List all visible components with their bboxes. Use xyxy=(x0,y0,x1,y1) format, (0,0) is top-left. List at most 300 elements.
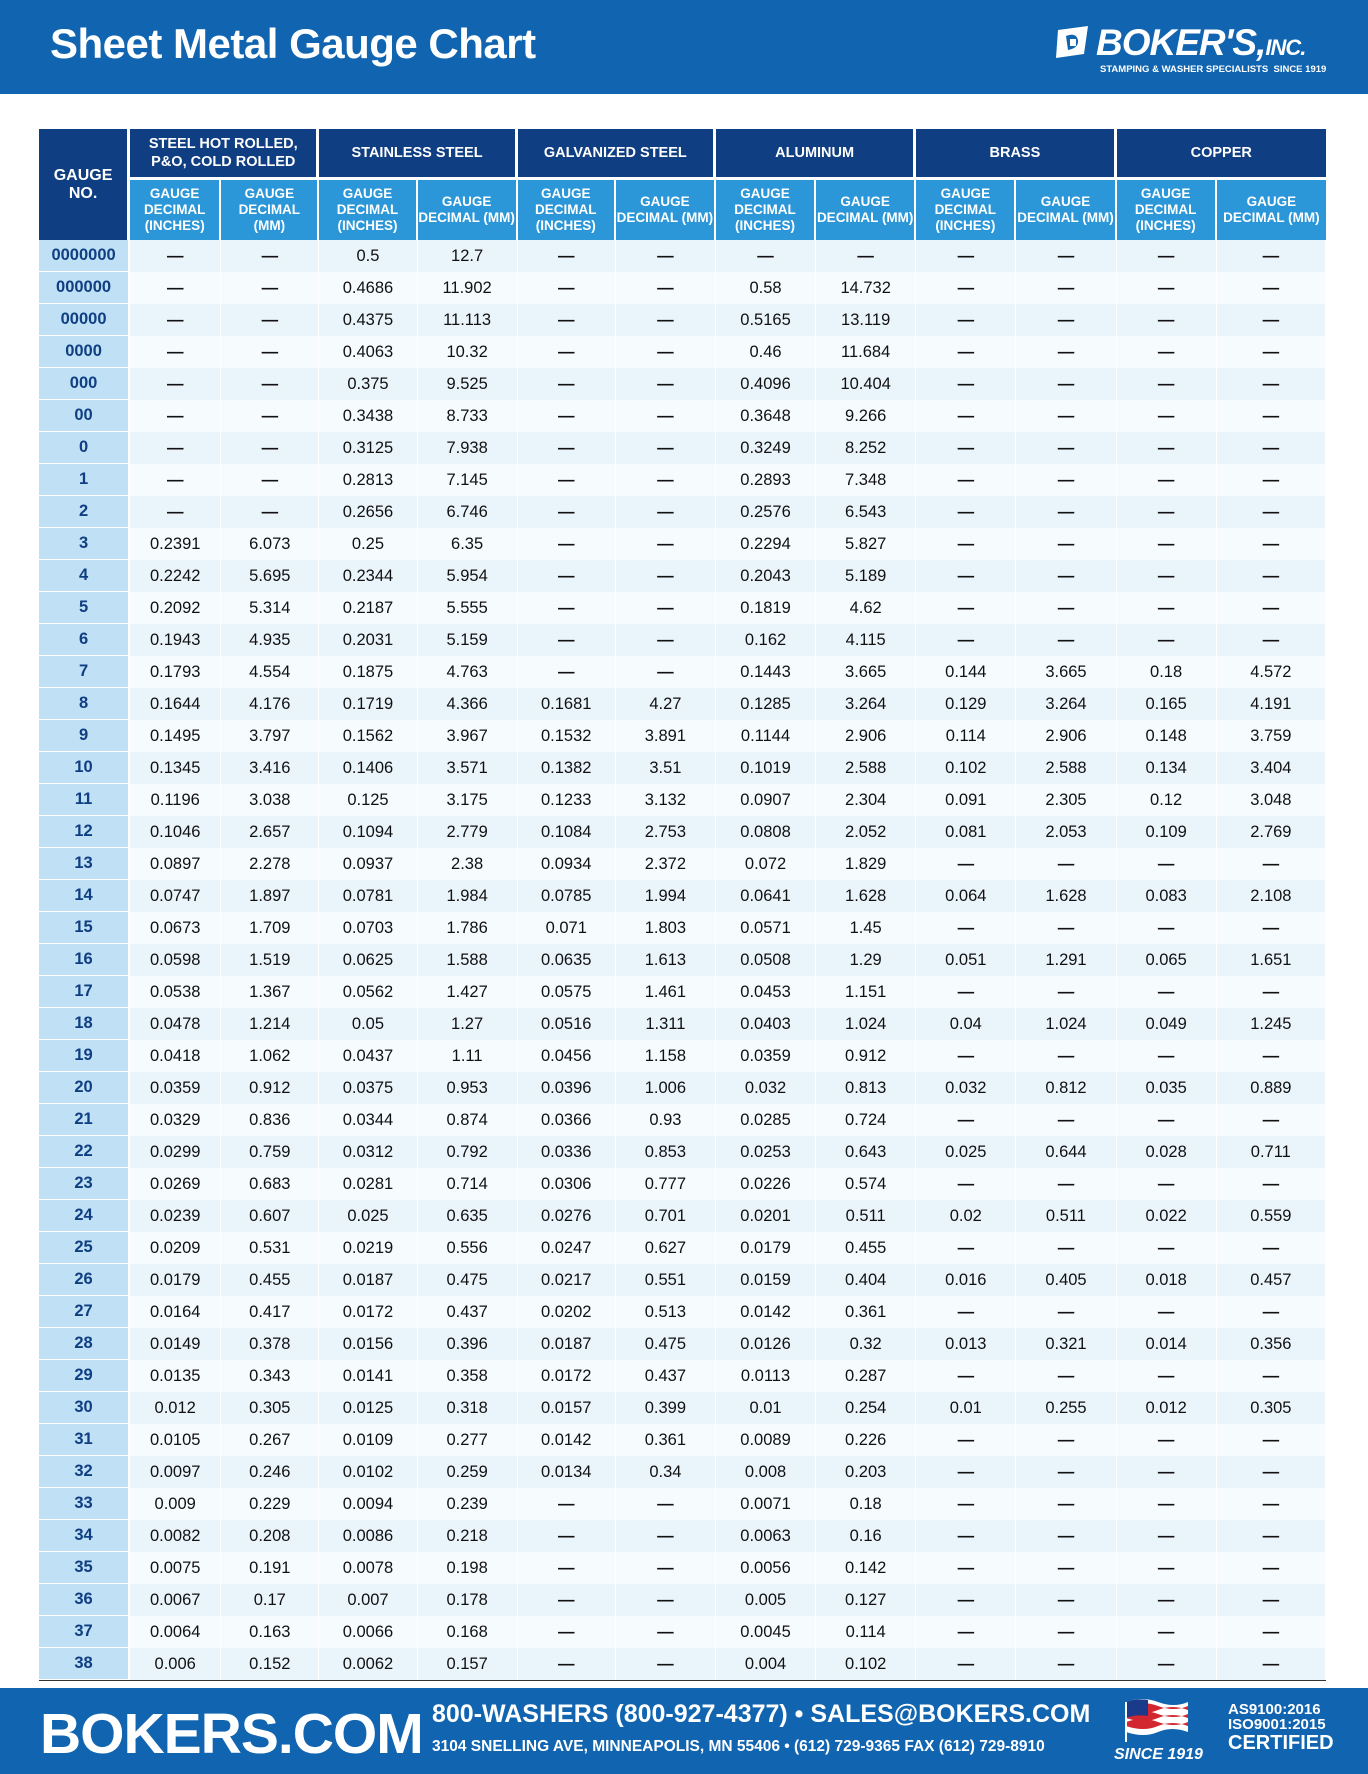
gauge-mm-cell: 4.191 xyxy=(1217,688,1326,720)
gauge-inches-cell: 0.025 xyxy=(916,1136,1016,1168)
gauge-mm-cell: — xyxy=(1016,1232,1116,1264)
gauge-inches-cell: 0.1196 xyxy=(130,784,221,816)
gauge-mm-cell: 1.461 xyxy=(616,976,716,1008)
gauge-inches-cell: 0.148 xyxy=(1117,720,1217,752)
table-row xyxy=(39,1264,1326,1296)
table-row xyxy=(39,240,1326,272)
gauge-inches-cell: — xyxy=(916,1552,1016,1584)
gauge-inches-cell: 0.0134 xyxy=(518,1456,616,1488)
gauge-inches-cell: — xyxy=(1117,336,1217,368)
gauge-mm-cell: 7.938 xyxy=(418,432,518,464)
gauge-inches-cell: 0.0082 xyxy=(130,1520,221,1552)
gauge-mm-cell: 3.404 xyxy=(1217,752,1326,784)
gauge-inches-cell: — xyxy=(1117,400,1217,432)
gauge-inches-cell: 0.071 xyxy=(518,912,616,944)
gauge-number-cell: 29 xyxy=(39,1360,130,1392)
gauge-mm-cell: — xyxy=(221,304,319,336)
gauge-inches-cell: 0.2656 xyxy=(319,496,417,528)
logo-name: BOKER'S, xyxy=(1096,22,1266,63)
gauge-number-cell: 18 xyxy=(39,1008,130,1040)
gauge-number-cell: 28 xyxy=(39,1328,130,1360)
gauge-inches-cell: 0.0538 xyxy=(130,976,221,1008)
gauge-inches-cell: — xyxy=(130,368,221,400)
gauge-mm-cell: — xyxy=(1217,1584,1326,1616)
gauge-mm-cell: — xyxy=(1217,624,1326,656)
gauge-inches-cell: 0.0937 xyxy=(319,848,417,880)
gauge-inches-cell: — xyxy=(916,848,1016,880)
gauge-inches-cell: — xyxy=(916,1168,1016,1200)
gauge-inches-cell: — xyxy=(1117,1648,1217,1680)
gauge-inches-cell: 0.4096 xyxy=(716,368,816,400)
gauge-mm-cell: 9.525 xyxy=(418,368,518,400)
gauge-inches-cell: 0.007 xyxy=(319,1584,417,1616)
gauge-inches-cell: 0.1144 xyxy=(716,720,816,752)
gauge-mm-cell: 0.259 xyxy=(418,1456,518,1488)
gauge-inches-cell: — xyxy=(1117,1424,1217,1456)
gauge-mm-cell: — xyxy=(616,624,716,656)
table-row xyxy=(39,592,1326,624)
gauge-mm-cell: — xyxy=(616,592,716,624)
table-row xyxy=(39,336,1326,368)
gauge-mm-cell: 4.115 xyxy=(816,624,916,656)
gauge-inches-cell: 0.0105 xyxy=(130,1424,221,1456)
gauge-inches-cell: — xyxy=(130,240,221,272)
gauge-number-cell: 9 xyxy=(39,720,130,752)
gauge-inches-cell: 0.0135 xyxy=(130,1360,221,1392)
table-row xyxy=(39,1424,1326,1456)
gauge-inches-cell: 0.0102 xyxy=(319,1456,417,1488)
gauge-mm-cell: 2.769 xyxy=(1217,816,1326,848)
unit-header-inches: GAUGE DECIMAL (INCHES) xyxy=(916,177,1016,240)
gauge-mm-cell: 0.475 xyxy=(616,1328,716,1360)
table-row xyxy=(39,1616,1326,1648)
gauge-inches-cell: 0.4375 xyxy=(319,304,417,336)
gauge-number-cell: 16 xyxy=(39,944,130,976)
table-row xyxy=(39,400,1326,432)
gauge-mm-cell: 6.073 xyxy=(221,528,319,560)
gauge-inches-cell: 0.0179 xyxy=(716,1232,816,1264)
gauge-mm-cell: 2.108 xyxy=(1217,880,1326,912)
gauge-mm-cell: 0.93 xyxy=(616,1104,716,1136)
gauge-mm-cell: — xyxy=(1016,560,1116,592)
gauge-inches-cell: 0.0219 xyxy=(319,1232,417,1264)
gauge-inches-cell: 0.2893 xyxy=(716,464,816,496)
gauge-inches-cell: 0.0456 xyxy=(518,1040,616,1072)
gauge-inches-cell: — xyxy=(518,240,616,272)
gauge-inches-cell: 0.102 xyxy=(916,752,1016,784)
gauge-inches-cell: — xyxy=(1117,848,1217,880)
gauge-number-cell: 25 xyxy=(39,1232,130,1264)
unit-header-mm: GAUGE DECIMAL (MM) xyxy=(1217,177,1326,240)
gauge-inches-cell: 0.0516 xyxy=(518,1008,616,1040)
gauge-inches-cell: — xyxy=(518,592,616,624)
unit-header-inches: GAUGE DECIMAL (INCHES) xyxy=(716,177,816,240)
gauge-inches-cell: 0.0781 xyxy=(319,880,417,912)
gauge-mm-cell: — xyxy=(1016,976,1116,1008)
gauge-inches-cell: 0.0673 xyxy=(130,912,221,944)
gauge-inches-cell: — xyxy=(1117,1104,1217,1136)
gauge-mm-cell: — xyxy=(1217,1456,1326,1488)
table-row xyxy=(39,976,1326,1008)
gauge-inches-cell: 0.05 xyxy=(319,1008,417,1040)
table-row xyxy=(39,1328,1326,1360)
gauge-mm-cell: 6.35 xyxy=(418,528,518,560)
gauge-mm-cell: 14.732 xyxy=(816,272,916,304)
gauge-mm-cell: — xyxy=(1016,432,1116,464)
gauge-inches-cell: 0.0187 xyxy=(518,1328,616,1360)
gauge-mm-cell: 0.607 xyxy=(221,1200,319,1232)
gauge-mm-cell: 3.048 xyxy=(1217,784,1326,816)
logo-inc: INC. xyxy=(1265,35,1306,60)
gauge-mm-cell: 0.627 xyxy=(616,1232,716,1264)
table-row xyxy=(39,1072,1326,1104)
table-bottom-rule xyxy=(39,1680,1326,1681)
gauge-inches-cell: 0.0075 xyxy=(130,1552,221,1584)
gauge-inches-cell: — xyxy=(916,1232,1016,1264)
gauge-mm-cell: 0.417 xyxy=(221,1296,319,1328)
table-row xyxy=(39,1296,1326,1328)
gauge-mm-cell: 0.511 xyxy=(816,1200,916,1232)
gauge-mm-cell: — xyxy=(616,528,716,560)
gauge-inches-cell: 0.0575 xyxy=(518,976,616,1008)
gauge-mm-cell: 3.51 xyxy=(616,752,716,784)
gauge-number-cell: 32 xyxy=(39,1456,130,1488)
gauge-mm-cell: 8.733 xyxy=(418,400,518,432)
gauge-inches-cell: 0.2344 xyxy=(319,560,417,592)
gauge-inches-cell: 0.0641 xyxy=(716,880,816,912)
gauge-mm-cell: — xyxy=(1016,528,1116,560)
gauge-number-cell: 3 xyxy=(39,528,130,560)
gauge-inches-cell: 0.0067 xyxy=(130,1584,221,1616)
gauge-mm-cell: 1.45 xyxy=(816,912,916,944)
gauge-inches-cell: 0.012 xyxy=(130,1392,221,1424)
gauge-inches-cell: 0.1019 xyxy=(716,752,816,784)
gauge-inches-cell: 0.1793 xyxy=(130,656,221,688)
gauge-mm-cell: 3.132 xyxy=(616,784,716,816)
gauge-inches-cell: 0.04 xyxy=(916,1008,1016,1040)
gauge-mm-cell: 0.168 xyxy=(418,1616,518,1648)
gauge-inches-cell: — xyxy=(1117,560,1217,592)
gauge-inches-cell: — xyxy=(916,592,1016,624)
gauge-inches-cell: 0.12 xyxy=(1117,784,1217,816)
gauge-inches-cell: 0.0396 xyxy=(518,1072,616,1104)
table-row xyxy=(39,688,1326,720)
company-logo xyxy=(1054,22,1334,78)
gauge-mm-cell: 0.246 xyxy=(221,1456,319,1488)
gauge-inches-cell: 0.0437 xyxy=(319,1040,417,1072)
gauge-inches-cell: 0.0149 xyxy=(130,1328,221,1360)
gauge-mm-cell: 6.746 xyxy=(418,496,518,528)
gauge-inches-cell: — xyxy=(518,368,616,400)
gauge-mm-cell: 0.32 xyxy=(816,1328,916,1360)
gauge-mm-cell: 2.38 xyxy=(418,848,518,880)
gauge-mm-cell: 0.255 xyxy=(1016,1392,1116,1424)
gauge-mm-cell: — xyxy=(1016,304,1116,336)
certification-badge xyxy=(1228,1702,1338,1754)
gauge-inches-cell: 0.0359 xyxy=(716,1040,816,1072)
table-row xyxy=(39,1552,1326,1584)
gauge-inches-cell: 0.1875 xyxy=(319,656,417,688)
gauge-mm-cell: — xyxy=(1016,240,1116,272)
gauge-inches-cell: 0.2294 xyxy=(716,528,816,560)
gauge-inches-cell: 0.0156 xyxy=(319,1328,417,1360)
gauge-mm-cell: 0.361 xyxy=(816,1296,916,1328)
gauge-inches-cell: — xyxy=(518,400,616,432)
gauge-mm-cell: 0.556 xyxy=(418,1232,518,1264)
gauge-mm-cell: 13.119 xyxy=(816,304,916,336)
logo-since: SINCE 1919 xyxy=(1273,64,1327,75)
gauge-mm-cell: — xyxy=(1217,976,1326,1008)
gauge-inches-cell: — xyxy=(916,272,1016,304)
gauge-mm-cell: 0.475 xyxy=(418,1264,518,1296)
gauge-inches-cell: — xyxy=(1117,1168,1217,1200)
gauge-mm-cell: — xyxy=(1217,560,1326,592)
gauge-inches-cell: — xyxy=(130,336,221,368)
gauge-inches-cell: 0.2242 xyxy=(130,560,221,592)
table-row xyxy=(39,880,1326,912)
gauge-mm-cell: 2.588 xyxy=(816,752,916,784)
table-row xyxy=(39,304,1326,336)
gauge-mm-cell: — xyxy=(1217,592,1326,624)
gauge-inches-cell: — xyxy=(518,432,616,464)
cert-certified: CERTIFIED xyxy=(1228,1732,1334,1754)
unit-header-inches: GAUGE DECIMAL (INCHES) xyxy=(518,177,616,240)
gauge-mm-cell: 1.613 xyxy=(616,944,716,976)
gauge-inches-cell: — xyxy=(916,560,1016,592)
table-row xyxy=(39,1360,1326,1392)
gauge-mm-cell: 0.203 xyxy=(816,1456,916,1488)
gauge-inches-cell: — xyxy=(916,432,1016,464)
gauge-mm-cell: 0.127 xyxy=(816,1584,916,1616)
table-row xyxy=(39,272,1326,304)
gauge-inches-cell: 0.0066 xyxy=(319,1616,417,1648)
gauge-inches-cell: 0.1644 xyxy=(130,688,221,720)
table-row xyxy=(39,1200,1326,1232)
table-row xyxy=(39,720,1326,752)
gauge-mm-cell: — xyxy=(1217,432,1326,464)
gauge-inches-cell: 0.0375 xyxy=(319,1072,417,1104)
gauge-mm-cell: — xyxy=(1217,1232,1326,1264)
gauge-mm-cell: 8.252 xyxy=(816,432,916,464)
gauge-mm-cell: 3.264 xyxy=(1016,688,1116,720)
gauge-mm-cell: — xyxy=(1217,336,1326,368)
gauge-mm-cell: 0.18 xyxy=(816,1488,916,1520)
gauge-inches-cell: 0.46 xyxy=(716,336,816,368)
gauge-mm-cell: 5.827 xyxy=(816,528,916,560)
gauge-mm-cell: 9.266 xyxy=(816,400,916,432)
gauge-inches-cell: — xyxy=(916,1424,1016,1456)
gauge-no-header: GAUGE NO. xyxy=(39,129,130,240)
gauge-inches-cell: — xyxy=(716,240,816,272)
gauge-inches-cell: 0.02 xyxy=(916,1200,1016,1232)
gauge-mm-cell: 0.714 xyxy=(418,1168,518,1200)
logo-tagline: STAMPING & WASHER SPECIALISTS xyxy=(1100,64,1269,75)
gauge-mm-cell: 1.11 xyxy=(418,1040,518,1072)
gauge-inches-cell: — xyxy=(1117,1360,1217,1392)
cert-iso9001: ISO9001:2015 xyxy=(1228,1716,1326,1733)
gauge-inches-cell: — xyxy=(518,464,616,496)
gauge-mm-cell: — xyxy=(1016,1648,1116,1680)
gauge-inches-cell: 0.3125 xyxy=(319,432,417,464)
gauge-inches-cell: 0.5165 xyxy=(716,304,816,336)
gauge-inches-cell: 0.1345 xyxy=(130,752,221,784)
gauge-mm-cell: 3.967 xyxy=(418,720,518,752)
gauge-inches-cell: 0.032 xyxy=(916,1072,1016,1104)
gauge-inches-cell: 0.065 xyxy=(1117,944,1217,976)
gauge-mm-cell: 0.683 xyxy=(221,1168,319,1200)
gauge-inches-cell: 0.0226 xyxy=(716,1168,816,1200)
logo-tagline-row xyxy=(1100,64,1326,75)
table-row xyxy=(39,1104,1326,1136)
gauge-inches-cell: 0.4686 xyxy=(319,272,417,304)
gauge-inches-cell: — xyxy=(1117,240,1217,272)
gauge-inches-cell: 0.0064 xyxy=(130,1616,221,1648)
gauge-inches-cell: — xyxy=(130,304,221,336)
table-row xyxy=(39,1520,1326,1552)
gauge-inches-cell: — xyxy=(1117,912,1217,944)
gauge-mm-cell: 0.163 xyxy=(221,1616,319,1648)
gauge-mm-cell: 0.318 xyxy=(418,1392,518,1424)
gauge-mm-cell: — xyxy=(1217,848,1326,880)
gauge-inches-cell: — xyxy=(916,1584,1016,1616)
gauge-mm-cell: 0.643 xyxy=(816,1136,916,1168)
gauge-mm-cell: 1.151 xyxy=(816,976,916,1008)
gauge-mm-cell: 0.229 xyxy=(221,1488,319,1520)
gauge-mm-cell: — xyxy=(1016,912,1116,944)
gauge-mm-cell: — xyxy=(1016,624,1116,656)
unit-header-inches: GAUGE DECIMAL (INCHES) xyxy=(130,177,221,240)
gauge-mm-cell: 0.399 xyxy=(616,1392,716,1424)
gauge-number-cell: 0000 xyxy=(39,336,130,368)
gauge-inches-cell: 0.0172 xyxy=(319,1296,417,1328)
footer-contact: 800-WASHERS (800-927-4377) • SALES@BOKERS.COM xyxy=(432,1700,1091,1728)
gauge-mm-cell: — xyxy=(1016,368,1116,400)
gauge-number-cell: 11 xyxy=(39,784,130,816)
gauge-mm-cell: 11.113 xyxy=(418,304,518,336)
gauge-mm-cell: 0.836 xyxy=(221,1104,319,1136)
gauge-inches-cell: 0.0598 xyxy=(130,944,221,976)
gauge-inches-cell: — xyxy=(916,1616,1016,1648)
gauge-inches-cell: 0.125 xyxy=(319,784,417,816)
gauge-inches-cell: 0.012 xyxy=(1117,1392,1217,1424)
gauge-mm-cell: — xyxy=(616,1520,716,1552)
gauge-inches-cell: 0.1495 xyxy=(130,720,221,752)
table-row xyxy=(39,432,1326,464)
gauge-mm-cell: — xyxy=(616,1488,716,1520)
gauge-inches-cell: 0.0126 xyxy=(716,1328,816,1360)
gauge-number-cell: 19 xyxy=(39,1040,130,1072)
gauge-inches-cell: — xyxy=(916,400,1016,432)
gauge-mm-cell: 4.572 xyxy=(1217,656,1326,688)
gauge-number-cell: 10 xyxy=(39,752,130,784)
gauge-mm-cell: — xyxy=(616,240,716,272)
gauge-mm-cell: 3.665 xyxy=(816,656,916,688)
gauge-inches-cell: 0.0097 xyxy=(130,1456,221,1488)
gauge-mm-cell: 0.198 xyxy=(418,1552,518,1584)
gauge-mm-cell: — xyxy=(1016,1520,1116,1552)
material-header: STAINLESS STEEL xyxy=(319,129,517,177)
table-row xyxy=(39,1008,1326,1040)
gauge-mm-cell: 0.574 xyxy=(816,1168,916,1200)
gauge-mm-cell: 0.157 xyxy=(418,1648,518,1680)
gauge-mm-cell: — xyxy=(616,304,716,336)
gauge-inches-cell: 0.5 xyxy=(319,240,417,272)
gauge-mm-cell: — xyxy=(1016,848,1116,880)
gauge-mm-cell: 1.158 xyxy=(616,1040,716,1072)
gauge-inches-cell: 0.0508 xyxy=(716,944,816,976)
gauge-mm-cell: 0.874 xyxy=(418,1104,518,1136)
gauge-inches-cell: 0.1443 xyxy=(716,656,816,688)
table-row xyxy=(39,784,1326,816)
gauge-mm-cell: 0.17 xyxy=(221,1584,319,1616)
gauge-inches-cell: 0.0299 xyxy=(130,1136,221,1168)
gauge-mm-cell: 0.559 xyxy=(1217,1200,1326,1232)
gauge-mm-cell: — xyxy=(1217,1424,1326,1456)
table-row xyxy=(39,496,1326,528)
gauge-inches-cell: — xyxy=(1117,1296,1217,1328)
gauge-inches-cell: 0.0247 xyxy=(518,1232,616,1264)
gauge-mm-cell: 0.759 xyxy=(221,1136,319,1168)
gauge-mm-cell: 3.759 xyxy=(1217,720,1326,752)
unit-header-mm: GAUGE DECIMAL (MM) xyxy=(816,177,916,240)
gauge-mm-cell: — xyxy=(1217,1040,1326,1072)
gauge-mm-cell: 0.305 xyxy=(221,1392,319,1424)
gauge-mm-cell: 1.006 xyxy=(616,1072,716,1104)
table-row xyxy=(39,528,1326,560)
gauge-mm-cell: 0.378 xyxy=(221,1328,319,1360)
gauge-mm-cell: — xyxy=(616,336,716,368)
gauge-mm-cell: 0.437 xyxy=(616,1360,716,1392)
gauge-mm-cell: 0.513 xyxy=(616,1296,716,1328)
gauge-inches-cell: 0.0045 xyxy=(716,1616,816,1648)
gauge-inches-cell: 0.016 xyxy=(916,1264,1016,1296)
gauge-number-cell: 6 xyxy=(39,624,130,656)
gauge-inches-cell: 0.3438 xyxy=(319,400,417,432)
gauge-mm-cell: — xyxy=(221,496,319,528)
gauge-mm-cell: 0.267 xyxy=(221,1424,319,1456)
gauge-mm-cell: 1.897 xyxy=(221,880,319,912)
gauge-mm-cell: — xyxy=(1217,496,1326,528)
gauge-inches-cell: — xyxy=(916,336,1016,368)
gauge-inches-cell: 0.109 xyxy=(1117,816,1217,848)
gauge-inches-cell: 0.0703 xyxy=(319,912,417,944)
gauge-inches-cell: 0.0201 xyxy=(716,1200,816,1232)
gauge-inches-cell: — xyxy=(130,400,221,432)
gauge-inches-cell: — xyxy=(916,1104,1016,1136)
gauge-inches-cell: — xyxy=(1117,1040,1217,1072)
gauge-number-cell: 4 xyxy=(39,560,130,592)
gauge-inches-cell: 0.0329 xyxy=(130,1104,221,1136)
gauge-inches-cell: — xyxy=(916,1456,1016,1488)
gauge-number-cell: 2 xyxy=(39,496,130,528)
gauge-mm-cell: 0.813 xyxy=(816,1072,916,1104)
material-header: STEEL HOT ROLLED, P&O, COLD ROLLED xyxy=(130,129,319,177)
gauge-mm-cell: 1.214 xyxy=(221,1008,319,1040)
gauge-inches-cell: — xyxy=(518,1616,616,1648)
gauge-mm-cell: 0.701 xyxy=(616,1200,716,1232)
gauge-inches-cell: 0.0897 xyxy=(130,848,221,880)
footer-website[interactable]: BOKERS.COM xyxy=(40,1702,423,1766)
gauge-inches-cell: 0.1233 xyxy=(518,784,616,816)
gauge-mm-cell: 2.304 xyxy=(816,784,916,816)
gauge-mm-cell: 0.437 xyxy=(418,1296,518,1328)
gauge-mm-cell: — xyxy=(816,240,916,272)
gauge-mm-cell: 4.554 xyxy=(221,656,319,688)
gauge-mm-cell: — xyxy=(1016,1360,1116,1392)
gauge-mm-cell: 0.16 xyxy=(816,1520,916,1552)
gauge-mm-cell: 4.935 xyxy=(221,624,319,656)
gauge-inches-cell: — xyxy=(518,1488,616,1520)
